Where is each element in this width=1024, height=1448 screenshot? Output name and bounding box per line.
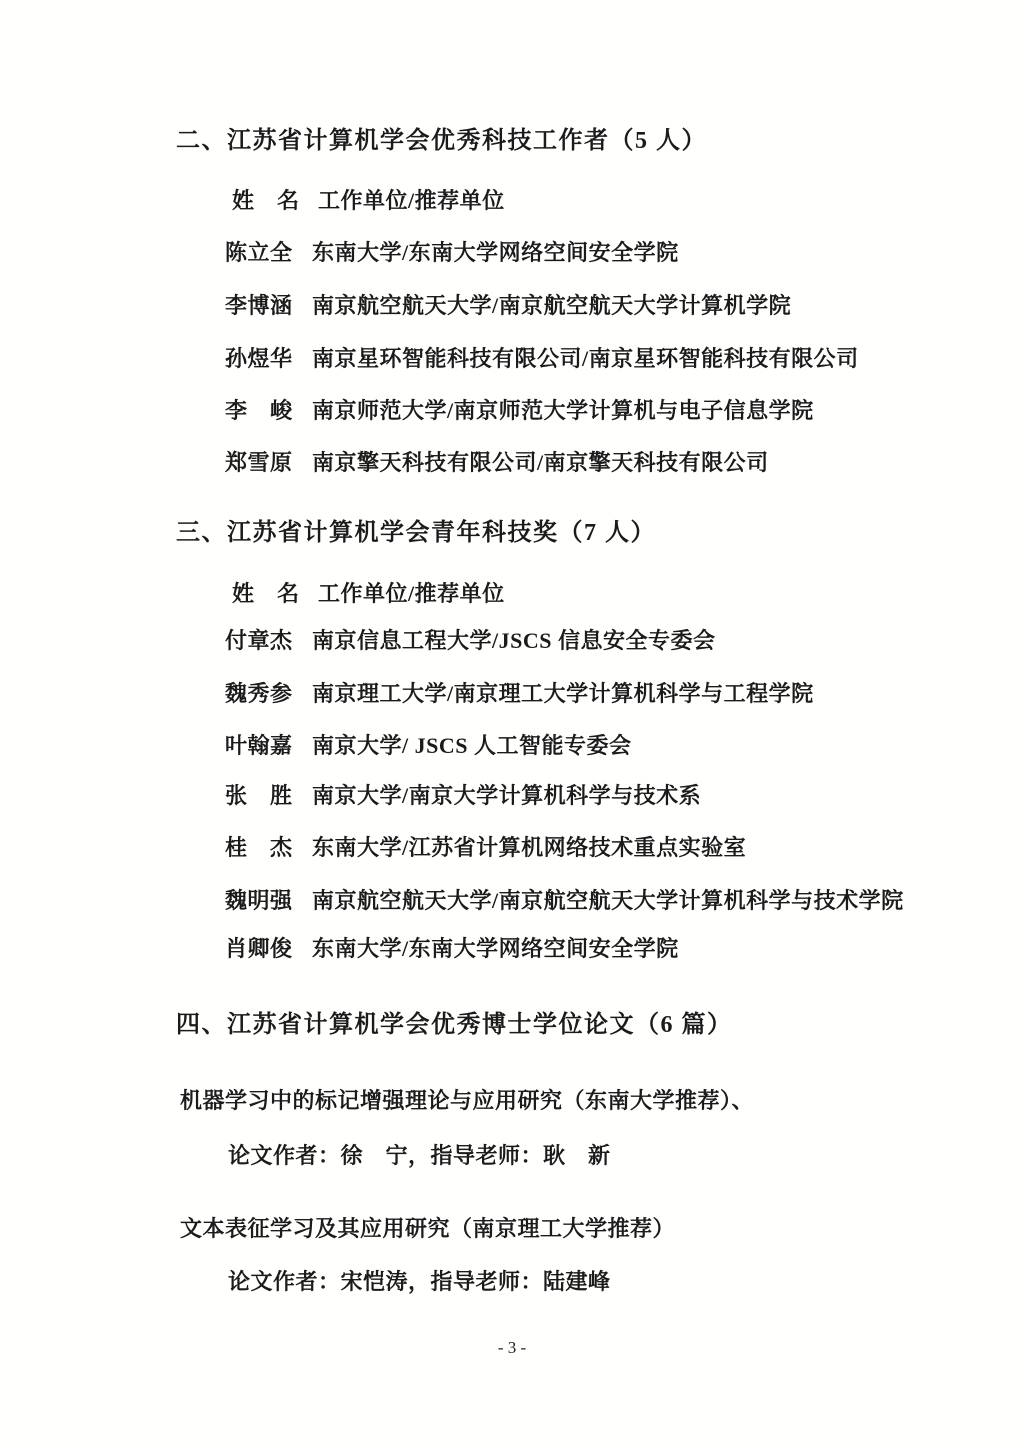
thesis-title: 文本表征学习及其应用研究（南京理工大学推荐） [180, 1216, 676, 1241]
awardee-name: 郑雪原 [225, 450, 293, 475]
awardee-name: 陈立全 [225, 240, 293, 265]
awardee-unit: 南京师范大学/南京师范大学计算机与电子信息学院 [312, 398, 814, 423]
section-2-title: 二、江苏省计算机学会优秀科技工作者（5 人） [176, 128, 707, 154]
awardee-name: 付章杰 [225, 628, 293, 653]
awardee-name: 肖卿俊 [225, 936, 293, 961]
column-header-unit: 工作单位/推荐单位 [318, 581, 505, 606]
page-number: - 3 - [497, 1338, 527, 1357]
awardee-name: 魏明强 [225, 888, 293, 913]
awardee-name: 李博涵 [225, 293, 293, 318]
section-4-title: 四、江苏省计算机学会优秀博士学位论文（6 篇） [176, 1012, 733, 1038]
thesis-title: 机器学习中的标记增强理论与应用研究（东南大学推荐）、 [180, 1088, 755, 1113]
awardee-unit: 南京擎天科技有限公司/南京擎天科技有限公司 [312, 450, 769, 475]
awardee-unit: 南京大学/ JSCS 人工智能专委会 [312, 733, 632, 758]
awardee-unit: 南京航空航天大学/南京航空航天大学计算机科学与技术学院 [312, 888, 904, 913]
awardee-unit: 东南大学/东南大学网络空间安全学院 [312, 936, 679, 961]
awardee-name: 叶翰嘉 [225, 733, 293, 758]
awardee-unit: 南京大学/南京大学计算机科学与技术系 [312, 783, 702, 808]
column-header-unit: 工作单位/推荐单位 [318, 188, 505, 213]
thesis-authors: 论文作者：徐 宁，指导老师：耿 新 [228, 1143, 611, 1168]
awardee-unit: 南京航空航天大学/南京航空航天大学计算机学院 [312, 293, 792, 318]
awardee-unit: 南京理工大学/南京理工大学计算机科学与工程学院 [312, 681, 814, 706]
thesis-authors: 论文作者：宋恺涛，指导老师：陆建峰 [228, 1269, 611, 1294]
awardee-name: 孙煜华 [225, 346, 293, 371]
awardee-name: 李 峻 [225, 398, 293, 423]
section-3-title: 三、江苏省计算机学会青年科技奖（7 人） [176, 520, 656, 546]
awardee-name: 张 胜 [225, 783, 293, 808]
awardee-unit: 南京信息工程大学/JSCS 信息安全专委会 [312, 628, 716, 653]
column-header-name: 姓 名 [232, 581, 300, 606]
awardee-name: 桂 杰 [225, 835, 293, 860]
column-header-name: 姓 名 [232, 188, 300, 213]
awardee-unit: 东南大学/江苏省计算机网络技术重点实验室 [312, 835, 747, 860]
awardee-name: 魏秀参 [225, 681, 293, 706]
awardee-unit: 南京星环智能科技有限公司/南京星环智能科技有限公司 [312, 346, 859, 371]
awardee-unit: 东南大学/东南大学网络空间安全学院 [312, 240, 679, 265]
